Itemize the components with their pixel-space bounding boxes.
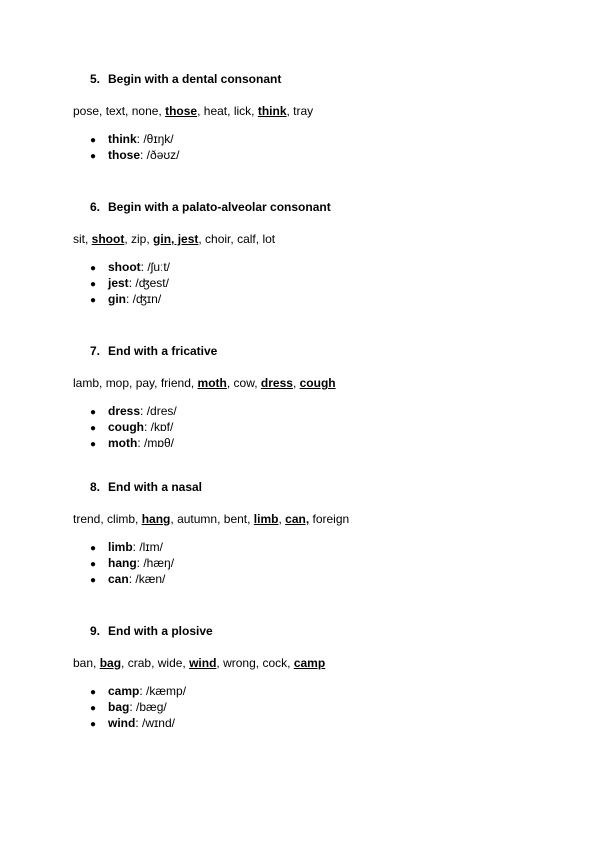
- answer-transcription: : /ʃuːt/: [140, 260, 171, 274]
- word-text: ,: [93, 656, 100, 670]
- highlighted-word: cough: [299, 376, 336, 390]
- answer-transcription: : /ðəʊz/: [140, 148, 180, 162]
- word-text: trend: [73, 512, 101, 526]
- word-text: ,: [255, 656, 263, 670]
- word-text: ,: [129, 376, 136, 390]
- section-title: End with a nasal: [108, 480, 203, 494]
- word-text: ,: [226, 376, 234, 390]
- word-text: ,: [170, 512, 178, 526]
- bullet-icon: ●: [90, 559, 97, 570]
- highlighted-word: hang: [141, 512, 171, 526]
- answer-transcription: : /hæŋ/: [136, 556, 175, 570]
- answer-word: gin: [108, 292, 126, 306]
- word-text: crab: [127, 656, 152, 670]
- word-text: lamb: [73, 376, 100, 390]
- bullet-icon: ●: [90, 687, 97, 698]
- word-text: tray: [293, 104, 314, 118]
- highlighted-word: gin, jest: [153, 232, 199, 246]
- word-text: friend: [160, 376, 191, 390]
- word-text: bent: [223, 512, 248, 526]
- word-text: ,: [227, 104, 234, 118]
- answer-item: [90, 571, 174, 587]
- highlighted-word: can,: [285, 512, 310, 526]
- section-number: 9.: [90, 624, 101, 638]
- word-text: cock: [262, 656, 288, 670]
- bullet-icon: ●: [90, 151, 97, 162]
- word-text: ,: [286, 104, 294, 118]
- answer-word: limb: [108, 540, 133, 554]
- answer-word: jest: [108, 276, 129, 290]
- bullet-icon: ●: [90, 407, 97, 418]
- section-number: 6.: [90, 200, 101, 214]
- word-text: ,: [124, 232, 132, 246]
- answer-transcription: : /dres/: [140, 404, 177, 418]
- answer-transcription: : /kæn/: [128, 572, 166, 586]
- answer-transcription: : /wɪnd/: [135, 716, 175, 730]
- word-text: ban: [73, 656, 94, 670]
- word-list: [73, 511, 349, 527]
- word-text: sit: [73, 232, 85, 246]
- answer-word: bag: [108, 700, 130, 714]
- section-title: Begin with a palato-alveolar consonant: [108, 200, 331, 214]
- answer-word: camp: [108, 684, 140, 698]
- word-text: ,: [121, 656, 128, 670]
- answer-item: [90, 291, 170, 307]
- word-text: ,: [85, 232, 92, 246]
- answer-transcription: : /mɒθ/: [137, 436, 175, 450]
- word-text: ,: [292, 376, 300, 390]
- answer-list: [90, 539, 174, 587]
- highlighted-word: think: [257, 104, 287, 118]
- answer-transcription: : /ʤest/: [128, 276, 169, 290]
- section-number: 8.: [90, 480, 101, 494]
- highlighted-word: wind: [189, 656, 217, 670]
- word-text: text: [105, 104, 126, 118]
- answer-item: [90, 403, 177, 419]
- answer-word: wind: [108, 716, 136, 730]
- word-text: pay: [135, 376, 155, 390]
- bullet-icon: ●: [90, 543, 97, 554]
- bullet-icon: ●: [90, 719, 97, 730]
- bullet-icon: ●: [90, 263, 97, 274]
- word-text: ,: [99, 376, 106, 390]
- word-text: ,: [255, 232, 263, 246]
- answer-item: [90, 419, 177, 435]
- bullet-icon: ●: [90, 279, 97, 290]
- answer-word: shoot: [108, 260, 141, 274]
- highlighted-word: dress: [260, 376, 293, 390]
- bullet-icon: ●: [90, 439, 97, 450]
- highlighted-word: moth: [197, 376, 227, 390]
- answer-word: can: [108, 572, 129, 586]
- highlighted-word: camp: [293, 656, 326, 670]
- answer-item: [90, 147, 180, 163]
- word-text: zip: [131, 232, 147, 246]
- word-text: ,: [135, 512, 142, 526]
- word-text: ,: [125, 104, 132, 118]
- answer-transcription: : /kɒf/: [144, 420, 174, 434]
- word-text: wide: [157, 656, 183, 670]
- word-text: ,: [154, 376, 161, 390]
- section-title: End with a plosive: [108, 624, 213, 638]
- word-text: ,: [100, 512, 108, 526]
- answer-item: [90, 275, 170, 291]
- word-text: none: [131, 104, 159, 118]
- bullet-icon: ●: [90, 703, 97, 714]
- word-list: [73, 103, 313, 119]
- answer-item: [90, 539, 174, 555]
- answer-word: hang: [108, 556, 137, 570]
- answer-word: those: [108, 148, 141, 162]
- word-text: ,: [158, 104, 166, 118]
- highlighted-word: bag: [99, 656, 122, 670]
- answer-transcription: : /ʤɪn/: [126, 292, 162, 306]
- bullet-icon: ●: [90, 135, 97, 146]
- word-text: autumn: [177, 512, 218, 526]
- answer-transcription: : /bæg/: [129, 700, 167, 714]
- answer-item: [90, 715, 186, 731]
- word-text: calf: [237, 232, 256, 246]
- answer-word: think: [108, 132, 137, 146]
- word-text: wrong: [223, 656, 256, 670]
- word-text: ,: [247, 512, 254, 526]
- highlighted-word: those: [165, 104, 198, 118]
- answer-transcription: : /kæmp/: [139, 684, 187, 698]
- answer-item: [90, 555, 174, 571]
- bullet-icon: ●: [90, 295, 97, 306]
- word-text: choir: [205, 232, 231, 246]
- answer-item: [90, 435, 177, 451]
- word-text: pose: [73, 104, 100, 118]
- word-text: ,: [99, 104, 106, 118]
- answer-item: [90, 131, 180, 147]
- section-heading: [90, 71, 281, 87]
- section-heading: [90, 479, 202, 495]
- word-text: ,: [197, 104, 204, 118]
- section-number: 5.: [90, 72, 101, 86]
- section-heading: [90, 199, 331, 215]
- word-text: ,: [198, 232, 206, 246]
- highlighted-word: shoot: [91, 232, 125, 246]
- word-list: [73, 231, 275, 247]
- word-text: ,: [230, 232, 238, 246]
- answer-word: cough: [108, 420, 144, 434]
- word-text: lot: [262, 232, 276, 246]
- word-text: ,: [251, 104, 258, 118]
- highlighted-word: limb: [253, 512, 279, 526]
- answer-list: [90, 131, 180, 163]
- word-text: heat: [203, 104, 228, 118]
- section-heading: [90, 343, 217, 359]
- answer-item: [90, 259, 170, 275]
- word-list: [73, 375, 336, 391]
- answer-list: [90, 403, 177, 451]
- word-text: climb: [107, 512, 136, 526]
- word-text: ,: [287, 656, 294, 670]
- answer-item: [90, 683, 186, 699]
- answer-word: dress: [108, 404, 141, 418]
- section-heading: [90, 623, 213, 639]
- word-list: [73, 655, 325, 671]
- word-text: ,: [182, 656, 190, 670]
- word-text: ,: [254, 376, 261, 390]
- word-text: ,: [151, 656, 158, 670]
- answer-transcription: : /θɪŋk/: [136, 132, 174, 146]
- answer-list: [90, 259, 170, 307]
- word-text: ,: [216, 656, 224, 670]
- word-text: foreign: [312, 512, 350, 526]
- answer-item: [90, 699, 186, 715]
- section-number: 7.: [90, 344, 101, 358]
- section-title: Begin with a dental consonant: [108, 72, 282, 86]
- answer-transcription: : /lɪm/: [132, 540, 163, 554]
- answer-word: moth: [108, 436, 138, 450]
- bullet-icon: ●: [90, 423, 97, 434]
- word-text: ,: [190, 376, 198, 390]
- answer-list: [90, 683, 186, 731]
- word-text: ,: [217, 512, 224, 526]
- bullet-icon: ●: [90, 575, 97, 586]
- word-text: ,: [278, 512, 286, 526]
- section-title: End with a fricative: [108, 344, 218, 358]
- word-text: mop: [105, 376, 130, 390]
- word-text: cow: [233, 376, 255, 390]
- word-text: ,: [146, 232, 154, 246]
- word-text: lick: [233, 104, 252, 118]
